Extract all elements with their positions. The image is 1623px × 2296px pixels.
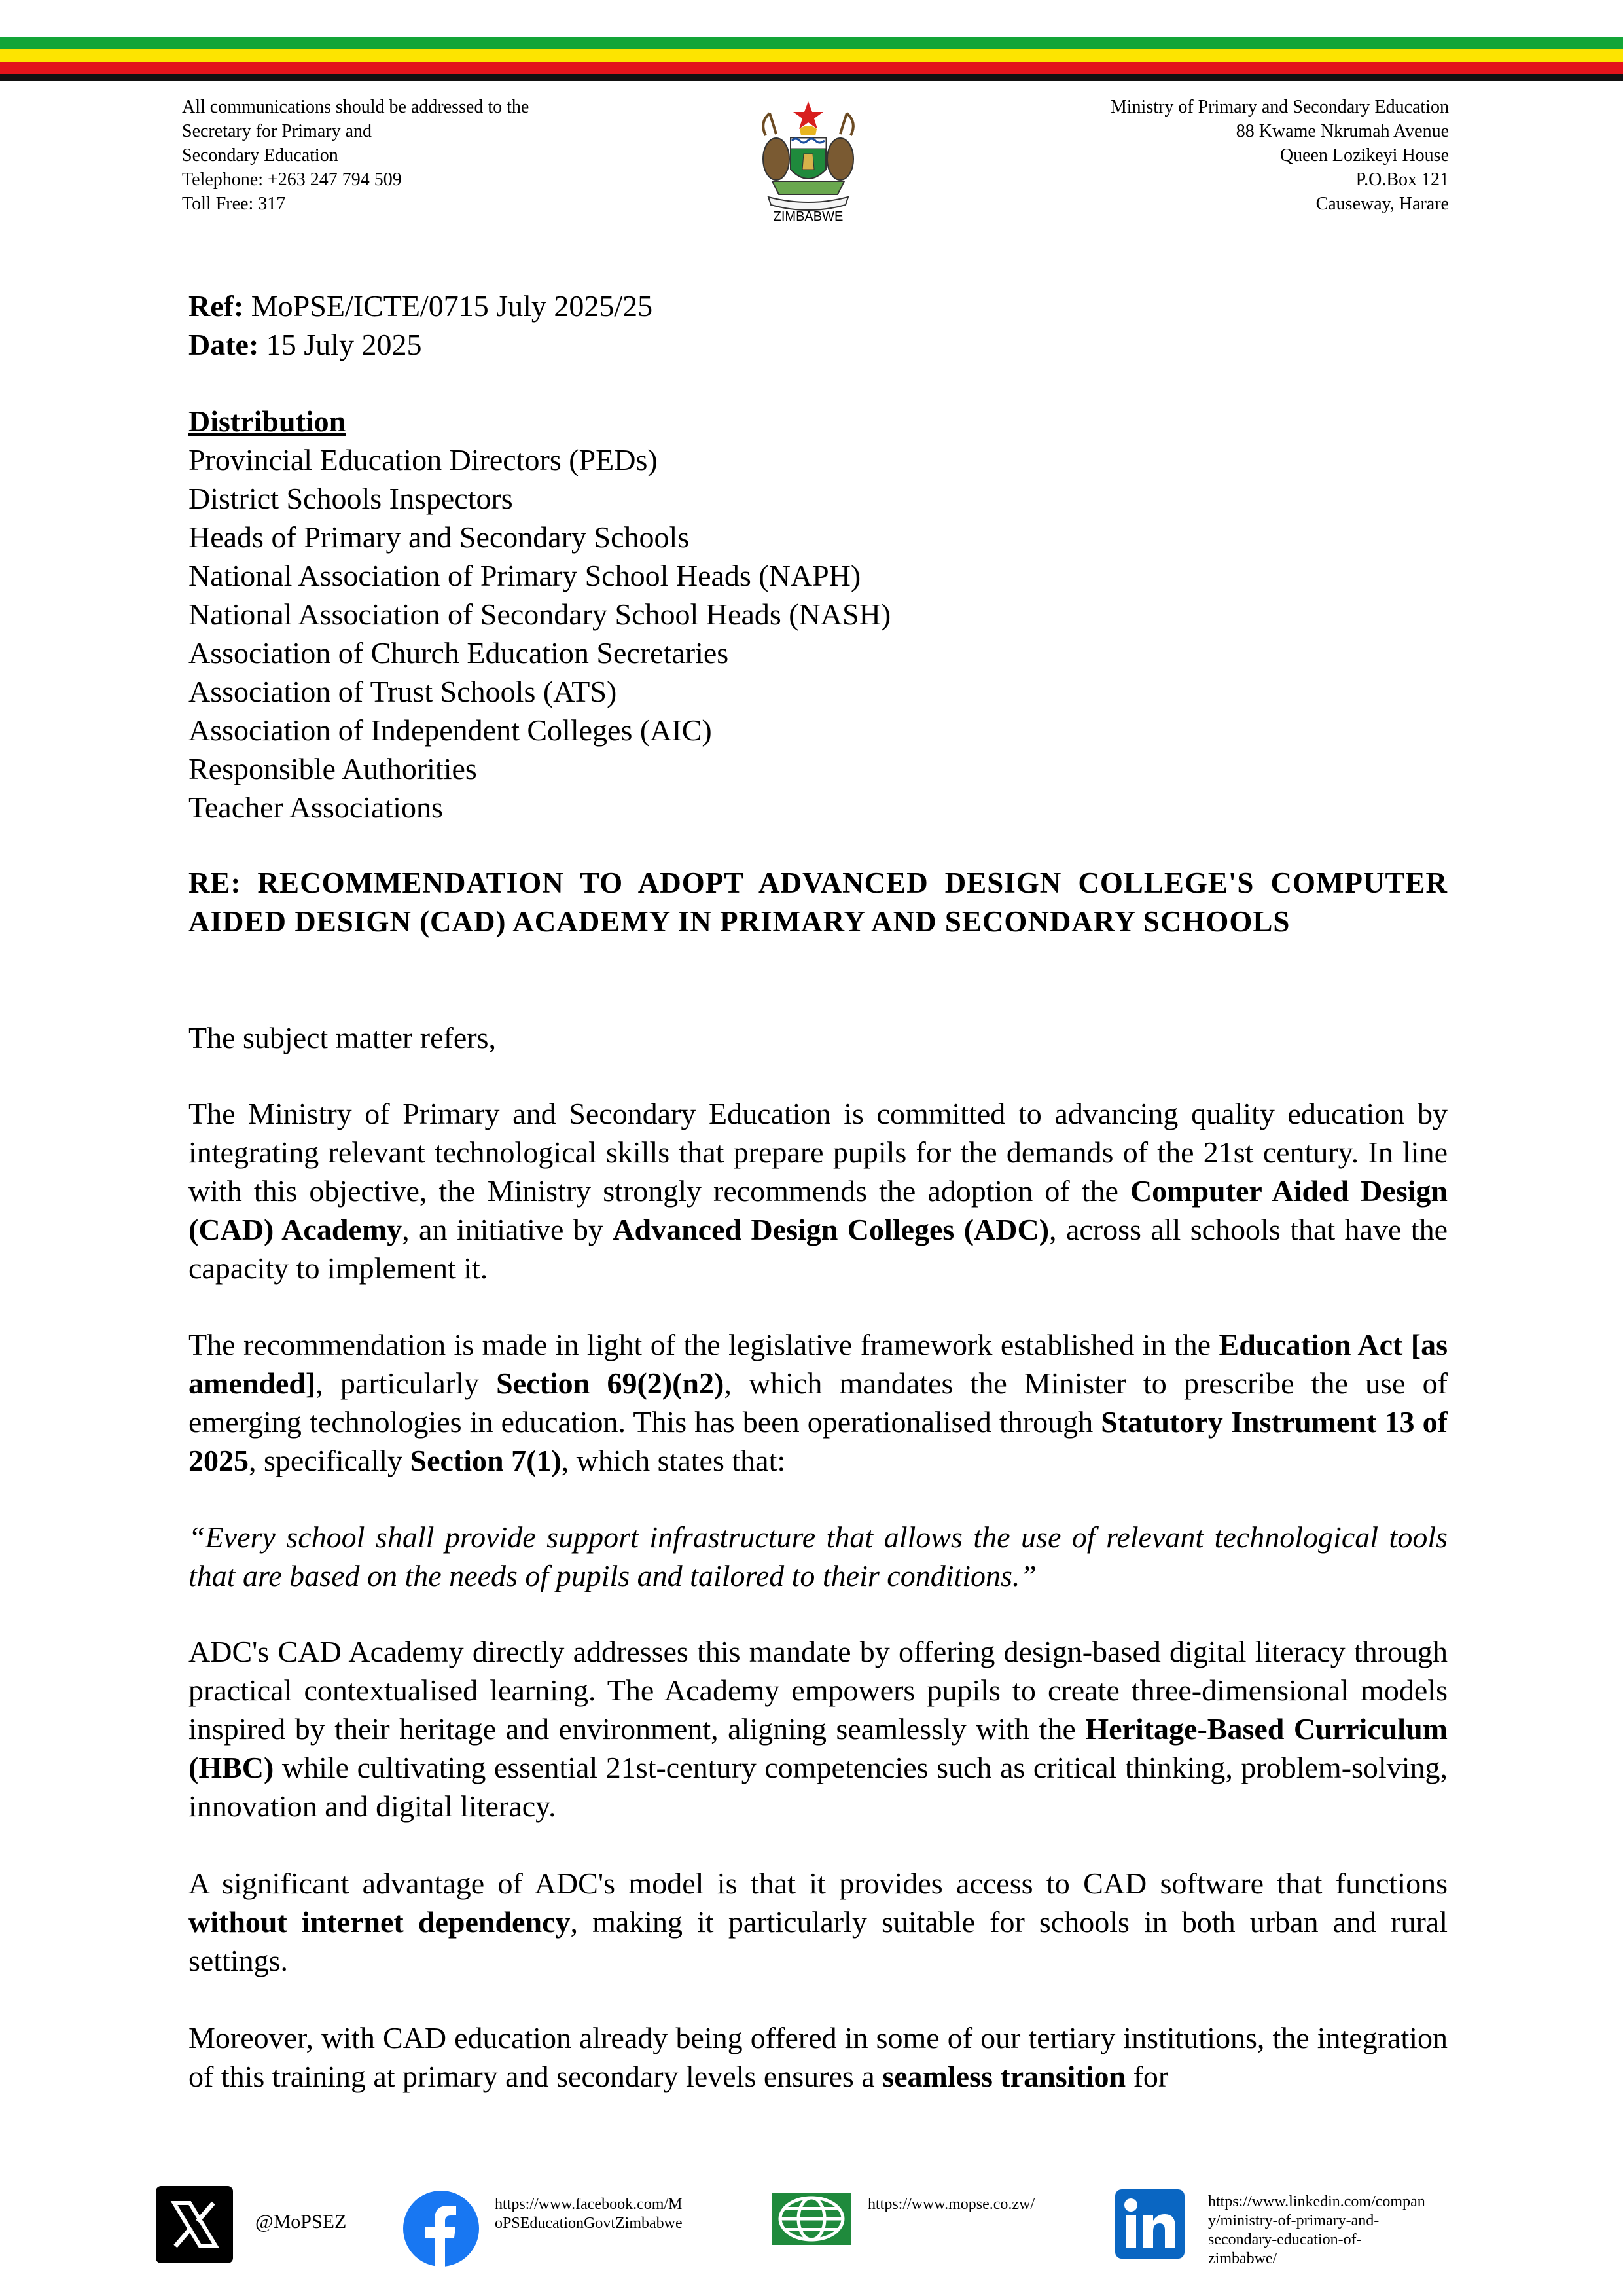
text-run: , specifically xyxy=(249,1444,410,1477)
paragraph-offline-advantage xyxy=(188,1864,1448,1980)
text-run: The Ministry of Primary and Secondary Education is committed to advancing quality education by integrating relevant technological skills that prepare pupils for the demands of the 21st century. In line with this objective, the Ministry strongly recommends the adoption of the xyxy=(188,1097,1448,1208)
subject-heading: RE: RECOMMENDATION TO ADOPT ADVANCED DESIGN COLLEGE'S COMPUTER AIDED DESIGN (CAD) ACADEMY IN PRIMARY AND SECONDARY SCHOOLS xyxy=(188,867,1448,938)
distribution-item: District Schools Inspectors xyxy=(188,482,513,515)
opening-line: The subject matter refers, xyxy=(188,1021,496,1054)
coat-of-arms-caption: ZIMBABWE xyxy=(773,209,844,224)
facebook-link-line[interactable]: oPSEducationGovtZimbabwe xyxy=(495,2215,683,2232)
paragraph-commitment xyxy=(188,1094,1448,1287)
address-line: Causeway, Harare xyxy=(1315,194,1449,214)
distribution-item: Association of Independent Colleges (AIC) xyxy=(188,713,712,747)
text-run: , across all schools that have the capacity to implement it. xyxy=(188,1213,1448,1285)
paragraph-cad-academy xyxy=(188,1632,1448,1825)
x-logo-icon[interactable] xyxy=(156,2186,233,2263)
distribution-item: Heads of Primary and Secondary Schools xyxy=(188,520,690,554)
contact-line: Telephone: +263 247 794 509 xyxy=(182,170,402,190)
text-run: ADC's CAD Academy directly addresses this mandate by offering design-based digital literacy through practical contextualised learning. The Academy empowers pupils to create three-dimensional models inspired by their heritage and environment, aligning seamlessly with the xyxy=(188,1635,1448,1746)
distribution-item: Responsible Authorities xyxy=(188,752,477,785)
website-link[interactable]: https://www.mopse.co.zw/ xyxy=(868,2196,1035,2213)
address-line: 88 Kwame Nkrumah Avenue xyxy=(1236,121,1449,141)
text-run: A significant advantage of ADC's model is that it provides access to CAD software that functions xyxy=(188,1867,1448,1900)
distribution-item: National Association of Secondary School Heads (NASH) xyxy=(188,598,891,631)
paragraph-legislation xyxy=(188,1325,1448,1480)
contact-line: All communications should be addressed to the xyxy=(182,97,529,117)
date-label: Date: xyxy=(188,328,259,361)
distribution-heading: Distribution xyxy=(188,404,346,438)
ref-label: Ref: xyxy=(188,289,244,323)
date-value: 15 July 2025 xyxy=(259,328,422,361)
contact-line: Secretary for Primary and xyxy=(182,121,372,141)
yellow-stripe xyxy=(0,49,1623,62)
distribution-item: Association of Church Education Secretaries xyxy=(188,636,729,670)
address-line: Ministry of Primary and Secondary Education xyxy=(1110,97,1449,117)
letterhead-contact xyxy=(182,95,640,216)
statutory-quote: “Every school shall provide support infrastructure that allows the use of relevant technological tools that are based on the needs of pupils and tailored to their conditions.” xyxy=(188,1520,1448,1592)
reference-line xyxy=(188,287,1448,325)
text-run: for xyxy=(1126,2060,1169,2093)
linkedin-link-line[interactable]: y/ministry-of-primary-and- xyxy=(1208,2212,1380,2229)
text-run: , which states that: xyxy=(561,1444,786,1477)
bold-run: without internet dependency xyxy=(188,1905,571,1939)
linkedin-link-line[interactable]: https://www.linkedin.com/compan xyxy=(1208,2193,1425,2210)
text-run: while cultivating essential 21st-century competencies such as critical thinking, problem-solving, innovation and digital literacy. xyxy=(188,1751,1448,1823)
text-run: , particularly xyxy=(315,1367,497,1400)
flag-stripes xyxy=(0,37,1623,81)
globe-icon[interactable] xyxy=(772,2193,851,2245)
contact-line: Toll Free: 317 xyxy=(182,194,286,214)
linkedin-link-line[interactable]: zimbabwe/ xyxy=(1208,2250,1277,2267)
facebook-logo-icon[interactable] xyxy=(402,2189,480,2268)
facebook-link[interactable] xyxy=(495,2195,683,2233)
bold-run: seamless transition xyxy=(882,2060,1126,2093)
bold-run: Heritage-Based Curriculum (HBC) xyxy=(188,1712,1448,1784)
facebook-link-line[interactable]: https://www.facebook.com/M xyxy=(495,2196,683,2213)
bold-run: Education Act [as amended] xyxy=(188,1328,1448,1400)
distribution-list xyxy=(188,402,1448,827)
reference-block xyxy=(188,287,1448,364)
distribution-item: National Association of Primary School Heads (NAPH) xyxy=(188,559,861,592)
x-handle[interactable]: @MoPSEZ xyxy=(255,2211,347,2233)
address-line: Queen Lozikeyi House xyxy=(1279,145,1449,166)
linkedin-link[interactable] xyxy=(1208,2193,1425,2269)
text-run: The recommendation is made in light of the legislative framework established in the xyxy=(188,1328,1219,1361)
red-stripe xyxy=(0,62,1623,74)
text-run: Moreover, with CAD education already being offered in some of our tertiary institutions, the integration of this training at primary and secondary levels ensures a xyxy=(188,2021,1448,2093)
green-stripe xyxy=(0,37,1623,49)
address-line: P.O.Box 121 xyxy=(1355,170,1449,190)
letterhead-address xyxy=(991,95,1449,216)
bold-run: Computer Aided Design (CAD) Academy xyxy=(188,1174,1448,1246)
distribution-item: Teacher Associations xyxy=(188,791,443,824)
coat-of-arms-icon xyxy=(740,86,877,230)
bold-run: Statutory Instrument 13 of 2025 xyxy=(188,1405,1448,1477)
bold-run: Section 7(1) xyxy=(410,1444,562,1477)
text-run: , an initiative by xyxy=(402,1213,613,1246)
distribution-item: Association of Trust Schools (ATS) xyxy=(188,675,617,708)
linkedin-link-line[interactable]: secondary-education-of- xyxy=(1208,2231,1362,2248)
contact-line: Secondary Education xyxy=(182,145,338,166)
distribution-item: Provincial Education Directors (PEDs) xyxy=(188,443,658,476)
black-stripe xyxy=(0,74,1623,81)
text-run: , which mandates the Minister to prescribe the use of emerging technologies in education. This has been operationalised through xyxy=(188,1367,1448,1439)
bold-run: Section 69(2)(n2) xyxy=(496,1367,724,1400)
linkedin-logo-icon[interactable] xyxy=(1115,2189,1185,2259)
ref-value: MoPSE/ICTE/0715 July 2025/25 xyxy=(243,289,653,323)
date-line xyxy=(188,325,1448,364)
bold-run: Advanced Design Colleges (ADC) xyxy=(613,1213,1050,1246)
paragraph-transition xyxy=(188,2018,1448,2096)
text-run: , making it particularly suitable for schools in both urban and rural settings. xyxy=(188,1905,1448,1977)
